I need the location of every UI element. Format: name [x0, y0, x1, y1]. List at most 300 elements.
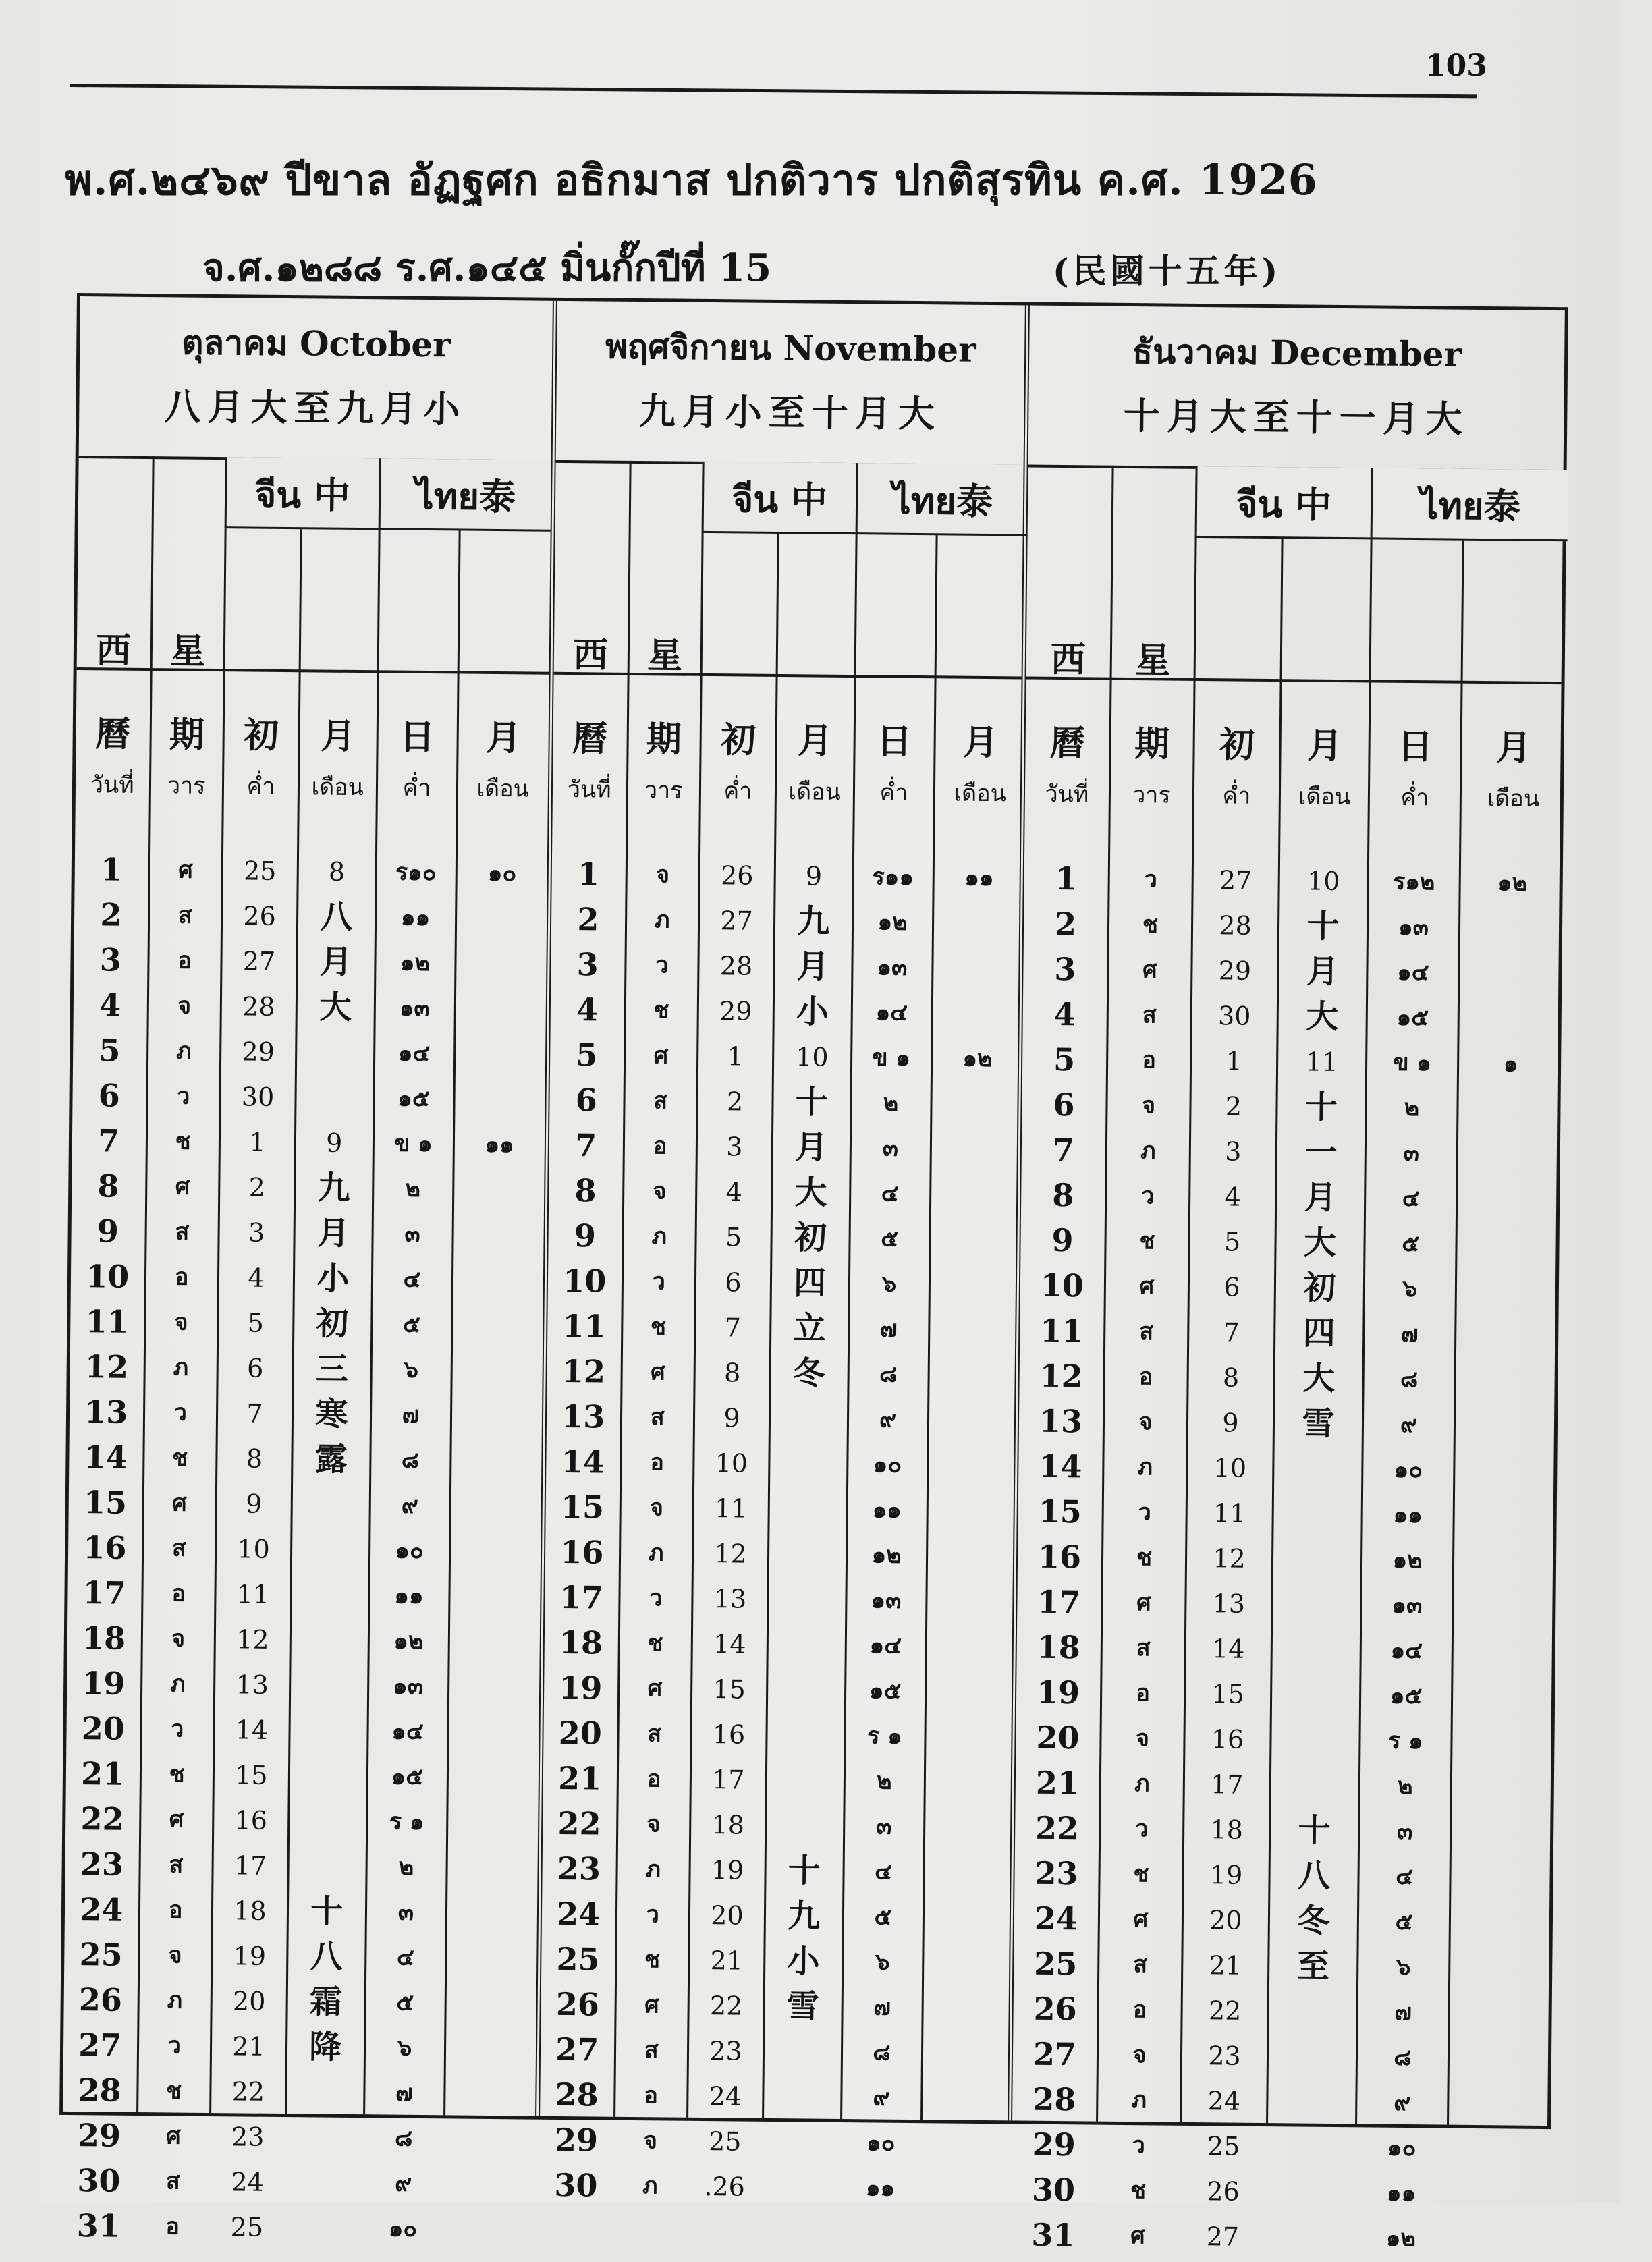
lunar-day: 23 — [1208, 2041, 1241, 2071]
day-number: 11 — [562, 1307, 606, 1345]
day-number: 16 — [560, 1533, 604, 1571]
day-number: 22 — [557, 1804, 601, 1842]
lunar-day: 2 — [248, 1172, 266, 1203]
column-header-th: ค่ำ — [723, 777, 752, 805]
weekday: จ — [174, 1308, 188, 1336]
column-header-cn: 月 — [1495, 727, 1532, 769]
page-subtitle-chinese: (民國十五年) — [1053, 251, 1282, 291]
weekday: อ — [646, 1765, 661, 1793]
column-header-th: เดือน — [1487, 785, 1540, 812]
weekday: ภ — [176, 1037, 192, 1065]
lunar-day: 11 — [714, 1493, 748, 1524]
column-header-cn: 初 — [1219, 724, 1255, 766]
weekday: ส — [177, 902, 192, 929]
column-header-cn: 曆 — [572, 718, 608, 760]
chinese-month-number: 10 — [796, 1042, 829, 1072]
day-number: 1 — [1055, 860, 1077, 898]
column-header-cn: 曆 — [1049, 722, 1085, 765]
lunar-day: 27 — [242, 946, 276, 976]
thai-lunar-day: ๙ — [1394, 2089, 1411, 2117]
column-header-th: วันที่ — [567, 776, 611, 804]
weekday: จ — [649, 1494, 664, 1522]
chinese-month-char: 大 — [1303, 1223, 1337, 1262]
thai-lunar-day: ๑๑ — [865, 2174, 896, 2202]
lunar-day: 7 — [724, 1313, 742, 1343]
chinese-month-char: 九 — [787, 1897, 821, 1935]
thai-lunar-day: ๙ — [1400, 1410, 1418, 1439]
month-block — [1008, 305, 1565, 2254]
weekday: ช — [171, 1444, 188, 1472]
thai-lunar-day: ๑๕ — [1396, 1003, 1429, 1032]
lunar-day: 30 — [1217, 1001, 1251, 1031]
column-header-th: เดือน — [788, 778, 842, 806]
day-number: 3 — [576, 946, 599, 983]
lunar-day: 15 — [713, 1674, 746, 1705]
lunar-day: 19 — [233, 1941, 267, 1971]
weekday: ภ — [654, 906, 670, 934]
day-number: 31 — [76, 2207, 121, 2244]
weekday: ช — [647, 1630, 663, 1657]
thai-lunar-day: ๑๒ — [393, 1627, 424, 1655]
thai-lunar-day: ๑๑ — [1386, 2179, 1416, 2207]
column-header-th: ค่ำ — [879, 779, 908, 806]
lunar-day: 25 — [708, 2126, 742, 2157]
thai-lunar-day: ๓ — [397, 1898, 414, 1926]
chinese-month-char: 雪 — [786, 1987, 820, 2026]
column-header-cn: 月 — [320, 715, 356, 757]
lunar-day: 2 — [1225, 1091, 1242, 1122]
lunar-day: 17 — [1210, 1769, 1244, 1800]
lunar-day: 16 — [234, 1805, 268, 1836]
month-header — [79, 296, 553, 463]
day-number: 16 — [83, 1529, 127, 1566]
day-number: 2 — [1054, 905, 1077, 943]
thai-lunar-day: ๑๑ — [1393, 1501, 1423, 1529]
day-number: 30 — [554, 2166, 598, 2204]
weekday: จ — [655, 861, 670, 889]
chinese-month-char: 小 — [316, 1259, 350, 1298]
lunar-day: 2 — [726, 1086, 744, 1117]
day-number: 12 — [1039, 1357, 1083, 1395]
day-number: 6 — [1053, 1086, 1075, 1124]
day-number: 30 — [1031, 2171, 1076, 2209]
thai-lunar-day: ๙ — [401, 1491, 418, 1519]
lunar-day: 14 — [713, 1629, 746, 1659]
chinese-month-char: 大 — [319, 988, 352, 1026]
weekday: ศ — [172, 1489, 188, 1517]
chinese-month-char: 月 — [319, 943, 353, 981]
lunar-day: 27 — [1219, 865, 1252, 895]
weekday: อ — [165, 2213, 180, 2240]
lunar-day: 13 — [713, 1584, 747, 1614]
day-number: 18 — [559, 1624, 603, 1661]
lunar-day: 6 — [725, 1267, 742, 1298]
lunar-day: 5 — [247, 1308, 265, 1338]
thai-lunar-day: ๑๑ — [400, 904, 431, 932]
thai-lunar-day: ๕ — [881, 1225, 899, 1252]
weekday: อ — [1138, 1363, 1153, 1391]
chinese-month-char: 十 — [1306, 907, 1340, 945]
lunar-day: 21 — [710, 1946, 744, 1976]
thai-lunar-day: ๒ — [1404, 1094, 1420, 1122]
lunar-day: 23 — [231, 2122, 265, 2152]
weekday: ส — [653, 1087, 668, 1115]
thai-lunar-day: ๒ — [398, 1853, 414, 1881]
thai-lunar-day: ๔ — [396, 1943, 414, 1971]
weekday: อ — [653, 1132, 667, 1160]
lunar-day: 7 — [1223, 1317, 1240, 1348]
lunar-day: 3 — [1225, 1136, 1242, 1167]
lunar-day: 13 — [1212, 1589, 1246, 1619]
day-number: 23 — [80, 1846, 124, 1883]
column-header-th: ค่ำ — [1400, 783, 1429, 812]
chinese-month-char: 雪 — [1302, 1404, 1335, 1443]
chinese-month-char: 十 — [310, 1892, 343, 1931]
chinese-month-char: 小 — [787, 1942, 820, 1981]
lunar-day: 8 — [723, 1358, 741, 1388]
lunar-day: 17 — [711, 1765, 745, 1795]
thai-lunar-day: ร ๑ — [866, 1722, 903, 1750]
day-number: 20 — [81, 1710, 126, 1747]
day-number: 19 — [82, 1665, 126, 1702]
lunar-day: 12 — [714, 1539, 747, 1569]
day-number: 2 — [577, 901, 599, 938]
thai-lunar-day: ร๑๑ — [872, 863, 914, 891]
chinese-month-char: 月 — [1304, 1178, 1337, 1217]
lunar-day: 29 — [719, 996, 752, 1026]
month-header — [1028, 306, 1565, 473]
thai-lunar-day: ๑๒ — [1392, 1546, 1423, 1574]
thai-lunar-day: ๖ — [404, 1356, 419, 1383]
thai-lunar-day: ๖ — [875, 1948, 890, 1976]
weekday: ว — [652, 1268, 665, 1296]
chinese-month-char: 至 — [1296, 1947, 1330, 1985]
thai-lunar-day: ๔ — [875, 1858, 893, 1885]
lunar-day: 16 — [712, 1719, 746, 1750]
thai-lunar-day: ข ๑ — [872, 1044, 911, 1072]
chinese-month-char: 寒 — [315, 1395, 348, 1433]
day-number: 17 — [82, 1574, 127, 1611]
weekday: อ — [174, 1263, 189, 1291]
thai-lunar-day: ๓ — [875, 1813, 892, 1840]
day-number: 5 — [576, 1037, 598, 1074]
chinese-month-column — [1266, 467, 1371, 2124]
chinese-month-char: 八 — [1297, 1856, 1331, 1895]
weekday: ช — [165, 2077, 182, 2105]
lunar-day: 25 — [1207, 2131, 1240, 2161]
lunar-day: 1 — [1226, 1046, 1242, 1076]
lunar-day: 22 — [231, 2076, 265, 2107]
lunar-day: 4 — [1224, 1182, 1242, 1212]
thai-lunar-day: ๘ — [401, 1446, 420, 1474]
day-number: 31 — [1031, 2216, 1075, 2254]
thai-lunar-day: ๑๐ — [395, 1537, 424, 1565]
column-header-cn: 月 — [485, 717, 522, 759]
column-header-th: เดือน — [311, 773, 364, 802]
day-number: 6 — [575, 1082, 598, 1119]
weekday: ภ — [1131, 2087, 1147, 2114]
chinese-month-char: 九 — [797, 902, 830, 941]
weekday: จ — [643, 2127, 658, 2155]
lunar-day: 3 — [726, 1132, 743, 1162]
chinese-month-char: 冬 — [792, 1354, 826, 1393]
thai-lunar-day: ๑๐ — [873, 1451, 902, 1479]
weekday: อ — [177, 947, 192, 974]
weekday: ว — [173, 1399, 188, 1427]
day-number: 7 — [97, 1122, 120, 1159]
weekday: จ — [646, 1811, 661, 1838]
column-header-cn: 月 — [1306, 725, 1343, 767]
weekday: ว — [177, 1082, 190, 1110]
weekday: ว — [1138, 1499, 1151, 1526]
lunar-day: 24 — [709, 2081, 742, 2112]
day-number: 13 — [84, 1394, 128, 1431]
weekday: ภ — [1140, 1137, 1156, 1165]
weekday: ศ — [178, 856, 194, 884]
thai-lunar-day: ๖ — [1402, 1275, 1418, 1303]
weekday: ส — [650, 1404, 665, 1431]
day-number: 25 — [79, 1936, 123, 1973]
thai-lunar-day: ๗ — [402, 1401, 420, 1429]
thai-lunar-day: ๑๔ — [869, 1632, 902, 1659]
day-number: 1 — [100, 851, 123, 888]
lunar-day: 20 — [232, 1986, 266, 2016]
thai-lunar-day: ๑๐ — [388, 2215, 418, 2242]
thai-lunar-day: ๑๔ — [1397, 958, 1429, 987]
column-header-th: เดือน — [954, 779, 1007, 808]
thai-lunar-day: ๑๕ — [869, 1677, 902, 1705]
weekday: อ — [644, 2082, 659, 2109]
chinese-month-char: 月 — [1306, 952, 1340, 991]
thai-group-header: ไทย泰 — [855, 463, 1028, 536]
weekday: ช — [175, 1128, 191, 1155]
thai-lunar-day: ๑๐ — [1394, 1456, 1423, 1484]
weekday: จ — [653, 1178, 667, 1205]
day-number: 12 — [84, 1348, 129, 1385]
day-number: 4 — [99, 987, 121, 1024]
thai-lunar-day: ๑๓ — [1398, 913, 1429, 941]
chinese-month-char: 九 — [317, 1169, 350, 1207]
day-number: 9 — [574, 1217, 597, 1254]
weekday-column — [1096, 466, 1196, 2250]
weekday: อ — [168, 1896, 183, 1924]
chinese-month-char: 四 — [793, 1264, 827, 1302]
day-number: 27 — [1032, 2035, 1077, 2073]
month-block — [535, 301, 1025, 2204]
lunar-day: 15 — [235, 1760, 268, 1790]
weekday: ว — [646, 1901, 659, 1929]
lunar-day: 28 — [1219, 910, 1252, 941]
chinese-month-char: 月 — [794, 1128, 828, 1167]
column-header-th: วาร — [167, 772, 206, 800]
weekday: จ — [177, 992, 192, 1020]
thai-lunar-day: ร ๑ — [389, 1808, 424, 1836]
lunar-day: 16 — [1211, 1724, 1244, 1755]
chinese-month-number: 10 — [1306, 866, 1340, 897]
weekday: ช — [1133, 1860, 1149, 1888]
weekday: ว — [167, 2032, 182, 2060]
day-number: 25 — [556, 1940, 600, 1978]
chinese-month-char: 十 — [795, 1083, 829, 1122]
lunar-day: 26 — [1207, 2176, 1240, 2207]
thai-month: ๑๑ — [964, 864, 994, 892]
lunar-day: 8 — [1222, 1362, 1240, 1393]
column-header-cn: 期 — [1134, 723, 1170, 765]
day-number: 9 — [1051, 1221, 1074, 1259]
day-number: 10 — [562, 1262, 607, 1300]
weekday: ช — [1136, 1544, 1153, 1572]
day-number: 29 — [1032, 2126, 1076, 2163]
day-number: 14 — [561, 1443, 605, 1481]
thai-lunar-day: ๒ — [883, 1089, 899, 1117]
thai-lunar-day: ๘ — [1394, 2043, 1412, 2072]
day-number: 3 — [99, 941, 122, 978]
day-number: 21 — [1035, 1764, 1080, 1802]
lunar-day: 3 — [248, 1217, 265, 1248]
lunar-day: 12 — [236, 1624, 269, 1655]
weekday: ส — [169, 1851, 184, 1879]
thai-day-column — [1355, 468, 1463, 2253]
day-number: 16 — [1037, 1538, 1082, 1576]
day-number: 24 — [556, 1895, 601, 1933]
weekday: ศ — [166, 2122, 182, 2150]
column-header-th: ค่ำ — [246, 773, 275, 800]
day-number: 17 — [559, 1578, 603, 1616]
day-number: 11 — [1040, 1312, 1084, 1350]
day-number: 21 — [80, 1755, 125, 1792]
weekday: ช — [644, 1946, 661, 1974]
chinese-group-header: จีน 中 — [225, 457, 379, 530]
thai-day-column — [363, 458, 460, 2242]
lunar-day: 21 — [232, 2031, 265, 2062]
lunar-day: 9 — [245, 1489, 263, 1519]
day-number: 26 — [555, 1985, 600, 2023]
thai-lunar-day: ๑๒ — [877, 908, 908, 936]
lunar-day: 5 — [725, 1222, 742, 1252]
weekday: ช — [653, 997, 669, 1024]
weekday: ว — [649, 1584, 663, 1612]
day-number: 29 — [554, 2121, 599, 2159]
lunar-day: 28 — [242, 991, 275, 1022]
lunar-day: 27 — [1206, 2222, 1240, 2252]
lunar-day: 29 — [1218, 956, 1252, 986]
column-header-cn: 星 — [646, 635, 683, 677]
month-name: ธันวาคม December — [1132, 331, 1462, 375]
day-number: 21 — [557, 1759, 602, 1797]
thai-lunar-day: ๖ — [881, 1270, 897, 1298]
thai-lunar-day: ข ๑ — [1393, 1049, 1432, 1077]
chinese-group-header: จีน 中 — [702, 462, 856, 534]
lunar-day: 18 — [233, 1896, 267, 1926]
chinese-month-char: 月 — [316, 1214, 350, 1252]
day-number: 2 — [100, 896, 122, 933]
weekday: ว — [1144, 866, 1157, 893]
day-number: 20 — [558, 1714, 603, 1752]
thai-lunar-day: ๑๓ — [393, 1672, 424, 1701]
month-header — [556, 301, 1025, 468]
thai-lunar-day: ๑๓ — [877, 954, 908, 981]
lunar-day: 13 — [236, 1670, 269, 1700]
column-header-cn: 曆 — [94, 713, 131, 755]
chinese-month-number: 9 — [325, 1128, 343, 1158]
day-number: 10 — [85, 1258, 130, 1295]
thai-lunar-day: ๕ — [874, 1903, 892, 1931]
day-number: 15 — [560, 1488, 605, 1526]
lunar-day: 4 — [725, 1177, 743, 1207]
weekday: ส — [1136, 1634, 1151, 1662]
thai-group-header: ไทย泰 — [378, 458, 551, 531]
lunar-day: 23 — [709, 2036, 742, 2066]
column-header-cn: 星 — [1135, 640, 1171, 682]
thai-lunar-day: ๘ — [879, 1360, 898, 1388]
day-number: 30 — [77, 2162, 121, 2199]
weekday: ว — [1132, 2132, 1145, 2159]
weekday: อ — [650, 1449, 665, 1477]
calendar-table — [59, 293, 1568, 2254]
thai-lunar-day: ร๑๒ — [1392, 868, 1435, 896]
weekday: ว — [171, 1715, 184, 1743]
thai-lunar-day: ๑๕ — [397, 1084, 430, 1113]
thai-lunar-day: ๒ — [405, 1175, 421, 1203]
weekday: ภ — [1137, 1454, 1153, 1481]
day-number: 15 — [83, 1484, 128, 1521]
thai-lunar-day: ๕ — [396, 1989, 414, 2016]
column-header-cn: 日 — [399, 716, 435, 758]
page-title: พ.ศ.๒๔๖๙ ปีขาล อัฏฐศก อธิกมาส ปกติวาร ปกติสุรทิน ค.ศ. 1926 — [65, 155, 1318, 204]
lunar-day: 28 — [719, 951, 753, 981]
day-number: 24 — [1034, 1900, 1078, 1937]
thai-lunar-day: ๒ — [1397, 1772, 1413, 1800]
thai-day-column — [840, 463, 937, 2202]
thai-month: ๑๒ — [962, 1045, 993, 1073]
thai-lunar-day: ๑๓ — [1392, 1591, 1423, 1620]
chinese-month-char: 冬 — [1297, 1902, 1330, 1940]
weekday: ส — [1133, 1951, 1148, 1979]
thai-month: ๑๐ — [487, 859, 517, 887]
lunar-day: 14 — [235, 1715, 269, 1745]
thai-lunar-day: ๖ — [1396, 1953, 1411, 1981]
day-number: 7 — [574, 1127, 597, 1164]
day-number: 5 — [99, 1032, 121, 1069]
column-header-cn: 期 — [169, 714, 205, 756]
lunar-day: 24 — [1207, 2086, 1241, 2116]
column-header-cn: 日 — [876, 721, 912, 763]
thai-lunar-day: ร๑๐ — [395, 858, 437, 887]
lunar-day: 1 — [727, 1041, 744, 1072]
column-header-cn: 期 — [646, 719, 682, 761]
weekday: ส — [1139, 1318, 1154, 1346]
day-number: 5 — [1053, 1041, 1076, 1078]
thai-lunar-day: ๙ — [873, 2084, 890, 2112]
lunar-day: 19 — [711, 1855, 744, 1885]
thai-month: ๑๑ — [485, 1130, 514, 1159]
thai-lunar-day: ๑๕ — [1389, 1682, 1423, 1710]
day-number: 19 — [559, 1669, 603, 1707]
thai-lunar-day: ๙ — [879, 1406, 897, 1433]
lunar-day: 27 — [720, 906, 753, 936]
chinese-day-column — [1180, 466, 1282, 2252]
column-header-cn: 星 — [169, 630, 206, 672]
thai-lunar-day: ๑๒ — [1385, 2224, 1416, 2253]
day-number: 14 — [84, 1439, 128, 1476]
day-number: 24 — [79, 1891, 123, 1928]
thai-lunar-day: ๑๒ — [400, 949, 431, 977]
day-number: 27 — [78, 2026, 122, 2064]
lunar-day: 30 — [241, 1082, 275, 1112]
thai-lunar-day: ๕ — [1395, 1908, 1413, 1936]
column-header-cn: 月 — [962, 721, 999, 764]
lunar-day: 5 — [1223, 1227, 1241, 1257]
